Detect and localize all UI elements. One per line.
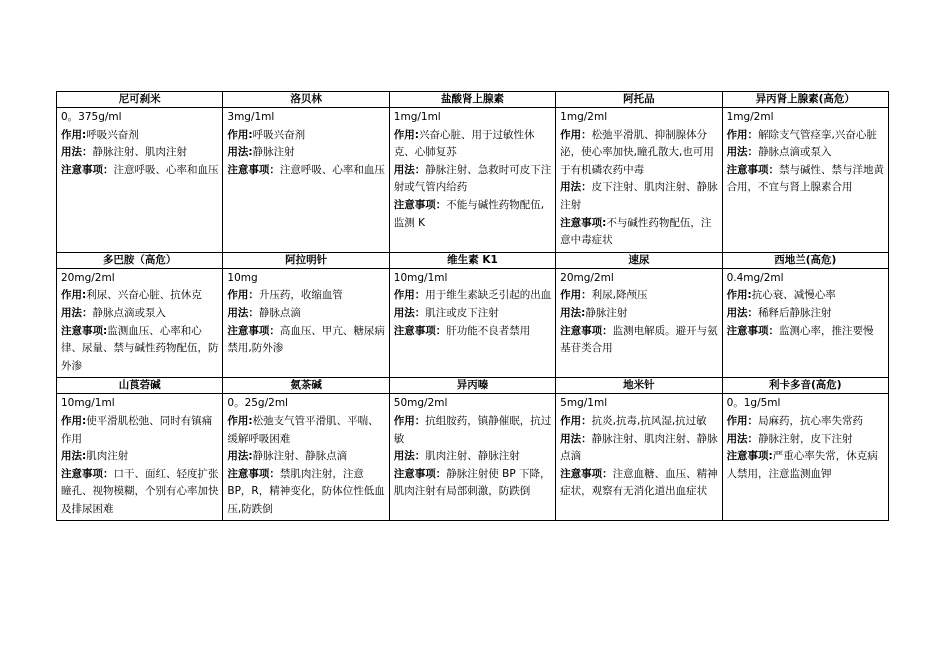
drug-info-line [560,127,718,180]
drug-name-header: 阿拉明针 [223,252,389,268]
drug-info-line [727,270,885,288]
field-label: 作用： [227,289,259,302]
field-value: 稀释后静脉注射 [758,306,832,319]
drug-info-line [727,127,885,145]
field-label: 注意事项： [726,324,780,337]
drug-info-cell [722,108,888,253]
field-value: 肝功能不良者禁用 [446,324,531,337]
field-label: 注意事项： [61,467,114,480]
drug-name-header: 速尿 [556,252,722,268]
field-label: 作用: [393,128,419,141]
field-label: 注意事项: [726,450,773,463]
field-value: 监测电解质。避开与氨基苷类合用 [560,324,718,355]
drug-info-line [61,413,219,448]
drug-info-line [727,109,885,127]
drug-info-line [227,323,385,358]
drug-info-line [227,109,385,127]
field-value: 利尿,降颅压 [591,289,648,302]
drug-info-line [61,127,219,145]
field-label: 作用： [393,414,426,427]
drug-info-line [227,413,385,448]
field-label: 注意事项： [227,163,280,176]
field-value: 0。1g/5ml [726,397,781,410]
drug-info-cell [223,108,389,253]
field-value: 禁与碱性、禁与洋地黄合用，不宜与肾上腺素合用 [726,163,885,194]
drug-name-header: 利卡多音(高危) [722,378,888,394]
field-value: 高血压、甲亢、糖尿病禁用,防外渗 [227,324,385,355]
drug-info-cell [389,108,555,253]
field-label: 作用： [560,289,592,302]
drug-info-line [560,109,718,127]
drug-info-cell [556,108,722,253]
field-value: 注意呼吸、心率和血压 [279,163,385,176]
drug-info-row [57,268,889,378]
field-label: 用法: [560,306,586,319]
field-value: 静脉注射、肌肉注射、静脉点滴 [560,432,718,463]
drug-info-line [560,179,718,214]
field-value: 1mg/2ml [560,111,608,123]
field-value: 注意血糖、血压、精神症状，观察有无消化道出血症状 [560,467,718,498]
field-value: 呼吸兴奋剂 [86,128,139,141]
drug-info-line [560,431,718,466]
field-value: 静脉点滴或泵入 [758,146,832,159]
drug-info-cell [556,268,722,378]
field-label: 注意事项： [560,324,613,337]
drug-info-line [61,109,219,127]
drug-info-row [57,108,889,253]
field-value: 局麻药，抗心率失常药 [758,414,864,427]
field-value: 肌肉注射 [86,450,129,463]
drug-info-cell [223,394,389,521]
field-label: 注意事项: [560,216,607,229]
drug-info-line [61,466,219,519]
drug-info-line [227,162,385,180]
drug-info-line [560,323,718,358]
field-value: 肌肉注射、静脉注射 [425,450,520,463]
drug-info-line [394,162,552,197]
field-label: 用法： [227,306,259,319]
drug-info-line [61,270,219,288]
field-label: 注意事项： [393,467,447,480]
drug-info-line [727,413,885,431]
field-value: 用于维生素缺乏引起的出血 [425,289,552,302]
field-value: 静脉点滴 [258,306,301,319]
drug-info-line [727,431,885,449]
drug-header-row [57,92,889,108]
drug-info-line [727,395,885,413]
drug-info-line [560,305,718,323]
drug-info-line [394,109,552,127]
drug-info-line [394,448,552,466]
field-value: 10mg/1ml [393,271,448,284]
field-value: 呼吸兴奋剂 [252,128,306,141]
field-label: 注意事项： [393,324,447,337]
drug-info-line [61,287,219,305]
field-value: 使平滑肌松弛、同时有镇痛作用 [61,414,213,445]
field-value: 抗炎,抗毒,抗风湿,抗过敏 [591,414,707,427]
drug-info-cell [722,268,888,378]
field-label: 作用： [560,128,592,141]
drug-name-header: 多巴胺（高危） [57,252,223,268]
drug-name-header: 地米针 [556,378,722,394]
field-value: 禁肌肉注射，注意BP，R，精神变化，防体位性低血压,防跌倒 [227,467,385,515]
drug-info-line [394,413,552,448]
field-label: 用法： [560,181,592,194]
drug-info-line [560,287,718,305]
drug-name-header: 西地兰(高危) [722,252,888,268]
drug-info-line [227,127,385,145]
drug-info-line [394,323,552,341]
drug-info-line [727,323,885,341]
drug-info-line [227,287,385,305]
field-label: 注意事项： [393,198,447,211]
field-label: 用法： [61,306,93,319]
field-value: 肌注或皮下注射 [425,306,499,319]
drug-info-line [61,395,219,413]
field-value: 松弛平滑肌、抑制腺体分泌，使心率加快,瞳孔散大,也可用于有机磷农药中毒 [560,128,714,176]
drug-info-line [560,413,718,431]
field-label: 注意事项： [227,324,280,337]
field-label: 作用: [726,289,752,302]
field-label: 作用: [61,289,87,302]
field-label: 用法： [61,146,93,159]
field-label: 注意事项： [227,467,280,480]
drug-info-line [560,215,718,250]
field-label: 用法： [726,306,759,319]
drug-info-line [227,466,385,519]
field-value: 静脉注射，皮下注射 [758,432,853,445]
drug-info-line [61,448,219,466]
field-value: 监测血压、心率和心律、尿量、禁与碱性药物配伍，防外渗 [61,324,219,372]
field-label: 作用： [726,128,759,141]
field-value: 抗组胺药，镇静催眠，抗过敏 [393,414,552,445]
drug-info-line [61,305,219,323]
drug-name-header: 盐酸肾上腺素 [389,92,555,108]
field-label: 用法： [726,146,759,159]
field-value: 兴奋心脏、用于过敏性休克、心肺复苏 [393,128,535,159]
field-value: 1mg/1ml [393,111,441,123]
field-label: 作用： [726,414,759,427]
drug-info-line [394,287,552,305]
field-value: 3mg/1ml [227,111,275,123]
drug-info-line [560,466,718,501]
field-value: 不与碱性药物配伍，注意中毒症状 [560,216,712,247]
field-value: 利尿、兴奋心脏、抗休克 [86,289,202,302]
field-value: 0.4mg/2ml [726,271,784,284]
drug-name-header: 山莨菪碱 [57,378,223,394]
field-value: 50mg/2ml [393,397,448,410]
drug-name-header: 洛贝林 [223,92,389,108]
field-value: 静脉注射使 BP 下降，肌肉注射有局部刺激，防跌倒 [393,467,551,498]
field-label: 注意事项： [560,467,613,480]
field-label: 作用： [393,289,426,302]
drug-info-cell [57,108,223,253]
drug-info-cell [389,394,555,521]
field-value: 1mg/2ml [726,111,774,123]
drug-info-line [394,395,552,413]
drug-info-line [394,197,552,232]
drug-info-line [727,162,885,197]
field-label: 注意事项： [726,163,780,176]
drug-name-header: 氨茶碱 [223,378,389,394]
field-value: 皮下注射、肌肉注射、静脉注射 [560,181,718,211]
field-value: 注意呼吸、心率和血压 [113,163,219,176]
field-value: 静脉注射 [252,146,295,159]
drug-info-line [560,270,718,288]
drug-info-line [61,162,219,180]
field-label: 作用: [61,414,87,427]
field-value: 静脉注射、急救时可皮下注射或气管内给药 [393,163,552,194]
field-value: 升压药，收缩血管 [258,289,343,302]
field-value: 不能与碱性药物配伍,监测 K [393,198,545,229]
drug-info-line [727,305,885,323]
drug-info-cell [57,268,223,378]
field-value: 5mg/1ml [560,397,608,410]
field-value: 10mg [227,271,258,284]
drug-info-cell [57,394,223,521]
field-label: 用法: [227,146,253,159]
drug-name-header: 尼可刹米 [57,92,223,108]
field-label: 用法： [393,306,426,319]
field-value: 静脉注射 [585,306,628,319]
field-value: 严重心率失常，休克病人禁用，注意监测血钾 [726,450,878,480]
field-label: 用法： [393,450,426,463]
drug-info-line [394,127,552,162]
drug-info-line [394,270,552,288]
field-value: 10mg/1ml [61,397,115,410]
field-value: 静脉点滴或泵入 [92,306,166,319]
field-label: 作用: [227,414,253,427]
drug-name-header: 维生素 K1 [389,252,555,268]
drug-info-line [61,144,219,162]
field-value: 静脉注射、肌肉注射 [92,146,187,159]
drug-info-line [394,466,552,501]
drug-info-line [727,144,885,162]
field-value: 抗心衰、减慢心率 [751,289,836,302]
drug-name-header: 阿托品 [556,92,722,108]
field-value: 静脉注射、静脉点滴 [252,450,348,463]
drug-info-line [227,448,385,466]
drug-info-row [57,394,889,521]
drug-info-line [227,270,385,288]
drug-info-line [227,395,385,413]
drug-info-cell [389,268,555,378]
drug-name-header: 异丙肾上腺素(高危） [722,92,888,108]
drug-info-line [727,448,885,483]
drug-header-row [57,252,889,268]
field-label: 用法： [560,432,592,445]
field-value: 20mg/2ml [560,271,614,284]
field-label: 注意事项： [61,163,114,176]
drug-info-cell [722,394,888,521]
field-label: 注意事项: [61,324,108,337]
drug-name-header: 异丙嗪 [389,378,555,394]
drug-info-cell [223,268,389,378]
drug-info-line [394,305,552,323]
field-label: 用法： [726,432,759,445]
drug-info-line [227,305,385,323]
field-label: 作用: [227,128,253,141]
field-value: 监测心率，推注要慢 [779,324,874,337]
field-value: 口干、面红、轻度扩张瞳孔、视物模糊，个别有心率加快及排尿困难 [61,467,219,515]
drug-info-cell [556,394,722,521]
field-label: 用法: [61,450,87,463]
drug-reference-table [56,91,889,521]
field-value: 解除支气管痉挛,兴奋心脏 [758,128,877,141]
field-value: 0。25g/2ml [227,397,288,410]
field-label: 作用： [560,414,592,427]
field-label: 用法: [227,450,253,463]
field-value: 松弛支气管平滑肌、平喘、缓解呼吸困难 [227,414,379,445]
field-label: 用法： [393,163,426,176]
drug-info-line [227,144,385,162]
drug-info-line [560,395,718,413]
field-label: 作用: [61,128,87,141]
drug-info-line [61,323,219,376]
field-value: 20mg/2ml [61,271,115,284]
drug-info-line [727,287,885,305]
drug-header-row [57,378,889,394]
field-value: 0。375g/ml [61,111,122,123]
